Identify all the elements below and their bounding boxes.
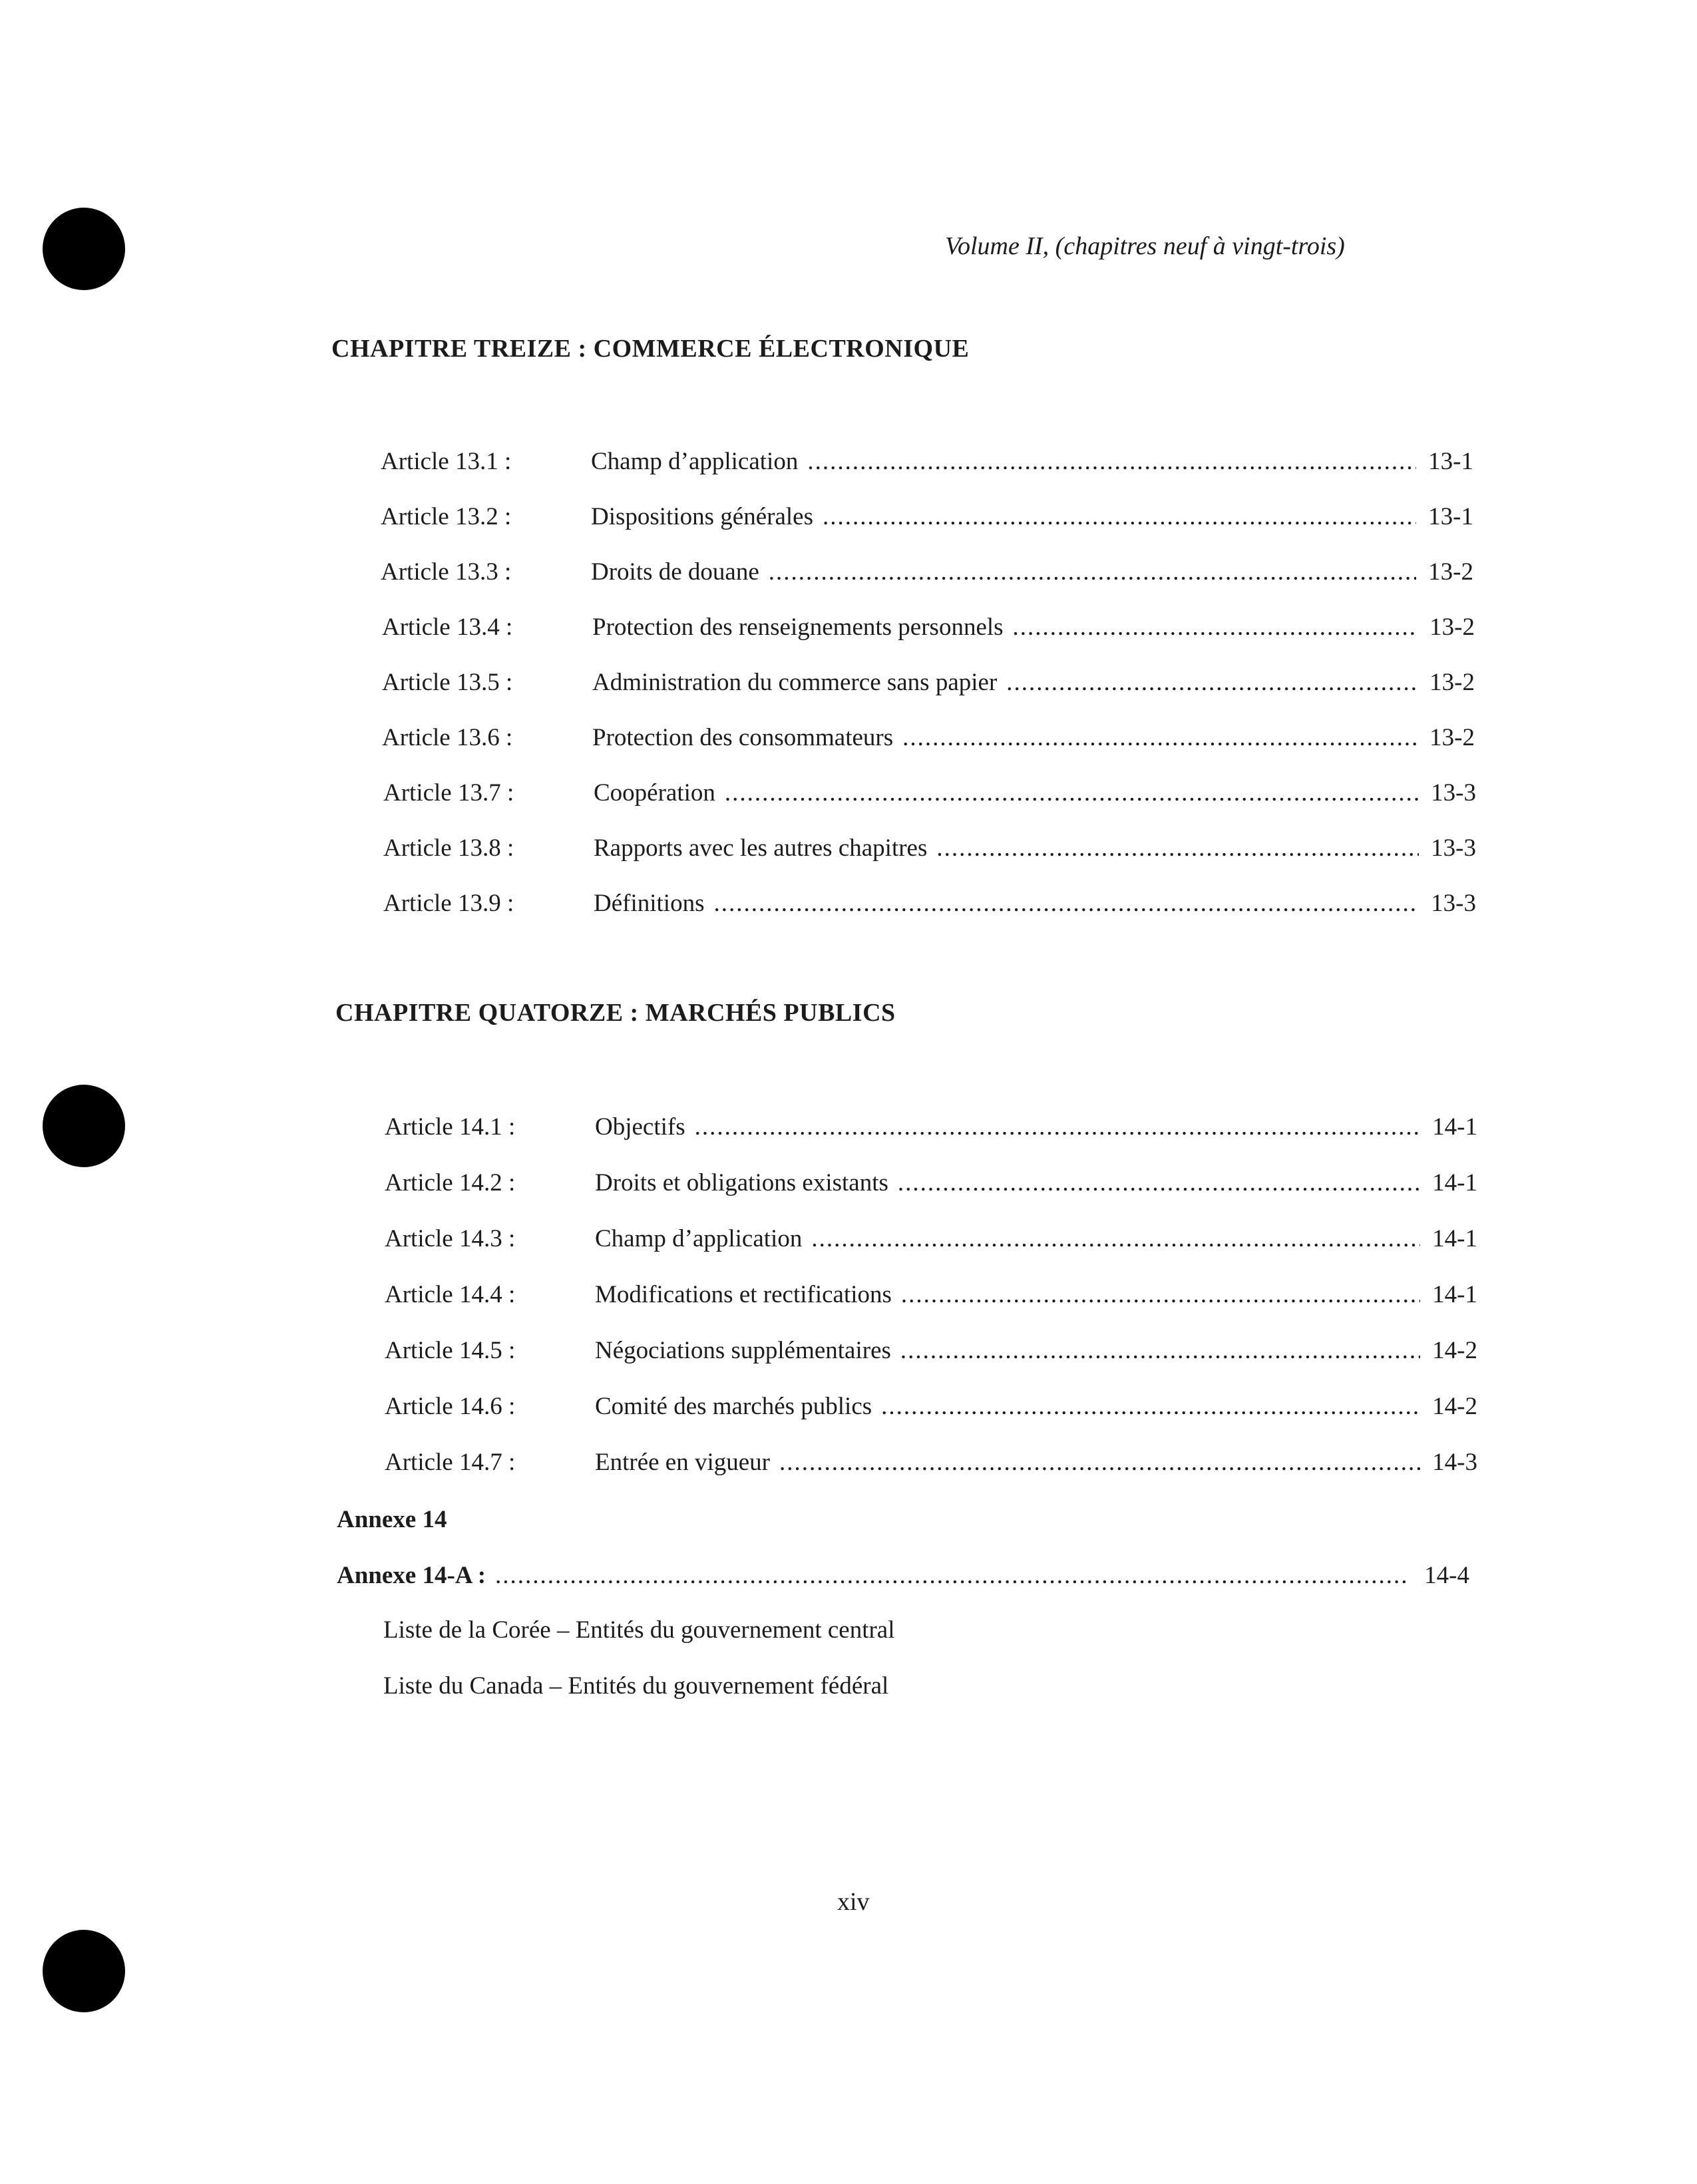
chapter-heading-14: CHAPITRE QUATORZE : MARCHÉS PUBLICS <box>335 999 896 1027</box>
page-number: 14-2 <box>1432 1337 1477 1364</box>
article-number: Article 14.3 : <box>385 1225 516 1252</box>
article-title: Protection des renseignements personnels <box>592 614 1004 641</box>
punch-hole-bottom <box>43 1930 125 2012</box>
page-folio: xiv <box>837 1888 870 1916</box>
dot-leader <box>902 723 1417 752</box>
page-number: 13-2 <box>1428 558 1473 586</box>
article-title: Champ d’application <box>595 1225 803 1252</box>
article-number: Article 14.6 : <box>385 1393 516 1420</box>
dot-leader <box>807 447 1416 476</box>
dot-leader <box>898 1169 1420 1197</box>
dot-leader <box>1006 668 1417 697</box>
article-number: Article 13.4 : <box>382 614 513 641</box>
article-number: Article 13.3 : <box>381 558 512 586</box>
running-head: Volume II, (chapitres neuf à vingt-trois) <box>945 232 1345 260</box>
dot-leader <box>901 1280 1420 1309</box>
chapter-heading-13: CHAPITRE TREIZE : COMMERCE ÉLECTRONIQUE <box>331 335 970 363</box>
article-title: Rapports avec les autres chapitres <box>594 834 928 862</box>
article-number: Article 13.6 : <box>382 724 513 751</box>
article-title: Administration du commerce sans papier <box>592 669 998 696</box>
page-number: 13-1 <box>1428 448 1473 475</box>
annex-label: Annexe 14 <box>337 1506 447 1533</box>
article-title: Protection des consommateurs <box>592 724 894 751</box>
punch-hole-middle <box>43 1085 125 1167</box>
page-number: 13-3 <box>1431 779 1476 807</box>
dot-leader <box>936 834 1419 862</box>
page-number: 13-1 <box>1428 503 1473 530</box>
page-number: 14-4 <box>1424 1562 1469 1589</box>
dot-leader <box>900 1336 1420 1365</box>
article-title: Comité des marchés publics <box>595 1393 872 1420</box>
article-title: Champ d’application <box>591 448 799 475</box>
page-number: 13-2 <box>1429 669 1475 696</box>
page-number: 14-1 <box>1432 1225 1477 1252</box>
page-number: 14-1 <box>1432 1169 1477 1196</box>
annex-sub-item: Liste du Canada – Entités du gouvernement fédéral <box>383 1672 889 1700</box>
page-number: 13-2 <box>1429 724 1475 751</box>
article-title: Définitions <box>594 890 705 917</box>
article-number: Article 14.7 : <box>385 1449 516 1476</box>
page-number: 14-1 <box>1432 1281 1477 1308</box>
dot-leader <box>823 502 1416 531</box>
dot-leader <box>495 1561 1410 1590</box>
page-number: 14-3 <box>1432 1449 1477 1476</box>
annex-sub-item: Liste de la Corée – Entités du gouvernement central <box>383 1616 895 1644</box>
dot-leader <box>769 558 1416 586</box>
article-title: Modifications et rectifications <box>595 1281 892 1308</box>
article-number: Article 14.1 : <box>385 1113 516 1141</box>
dot-leader <box>713 889 1419 918</box>
article-number: Article 13.7 : <box>383 779 514 807</box>
article-number: Article 13.8 : <box>383 834 514 862</box>
article-title: Dispositions générales <box>591 503 813 530</box>
page-number: 13-3 <box>1431 834 1476 862</box>
article-title: Négociations supplémentaires <box>595 1337 891 1364</box>
article-number: Article 13.2 : <box>381 503 512 530</box>
article-number: Article 13.9 : <box>383 890 514 917</box>
article-number: Article 14.2 : <box>385 1169 516 1196</box>
article-title: Entrée en vigueur <box>595 1449 770 1476</box>
page-number: 14-1 <box>1432 1113 1477 1141</box>
page-number: 14-2 <box>1432 1393 1477 1420</box>
article-number: Article 13.1 : <box>381 448 512 475</box>
punch-hole-top <box>43 208 125 290</box>
article-title: Objectifs <box>595 1113 685 1141</box>
article-number: Article 14.4 : <box>385 1281 516 1308</box>
dot-leader <box>779 1448 1420 1477</box>
dot-leader <box>881 1392 1420 1421</box>
dot-leader <box>811 1224 1420 1253</box>
article-number: Article 13.5 : <box>382 669 513 696</box>
article-number: Article 14.5 : <box>385 1337 516 1364</box>
annex-entry-title: Annexe 14-A : <box>337 1562 486 1589</box>
page-number: 13-2 <box>1429 614 1475 641</box>
article-title: Droits et obligations existants <box>595 1169 888 1196</box>
dot-leader <box>1013 613 1417 641</box>
article-title: Coopération <box>594 779 715 807</box>
page-number: 13-3 <box>1431 890 1476 917</box>
article-title: Droits de douane <box>591 558 759 586</box>
dot-leader <box>695 1113 1420 1141</box>
dot-leader <box>725 779 1419 807</box>
